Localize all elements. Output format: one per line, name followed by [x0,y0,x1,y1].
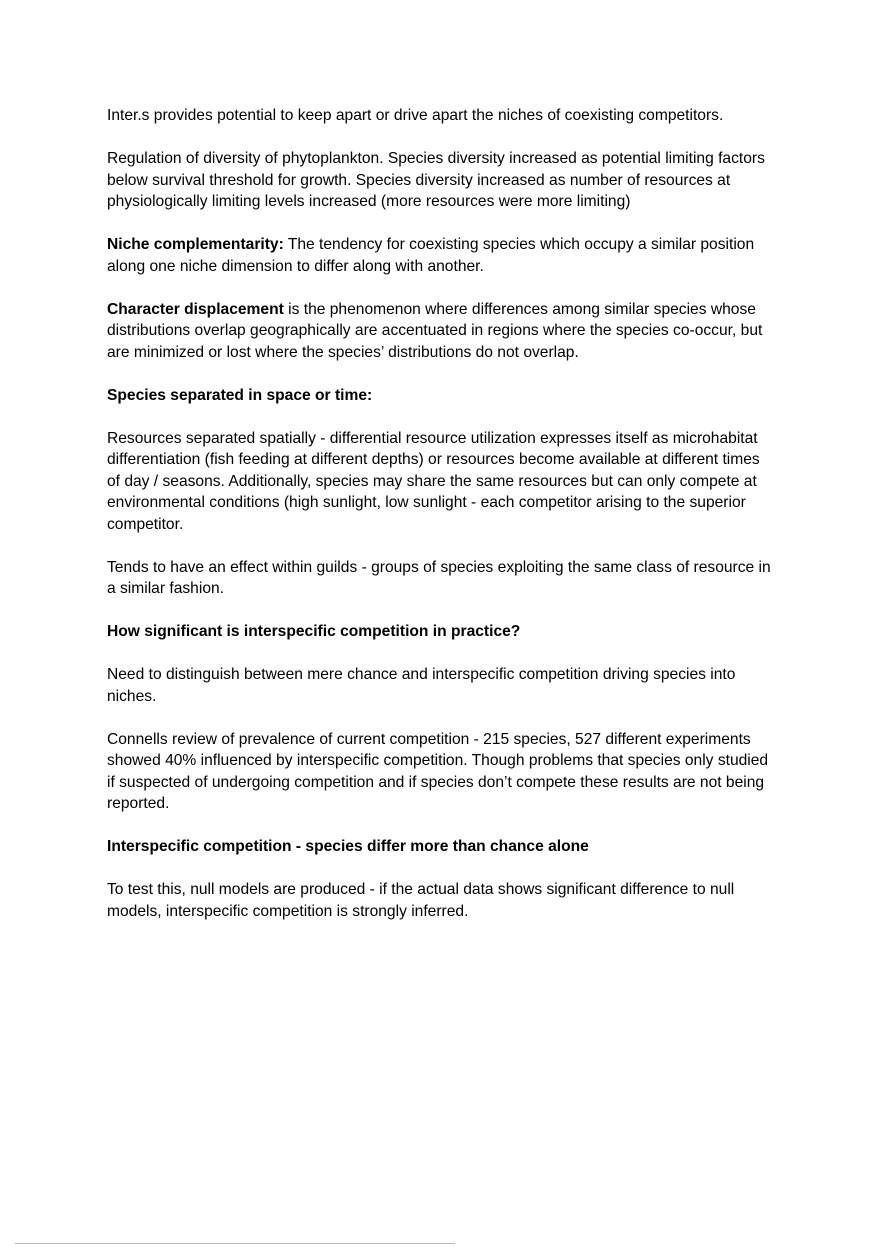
document-body [107,105,777,944]
term-niche-complementarity: Niche complementarity: [107,236,284,253]
heading-differ-more-than-chance: Interspecific competition - species differ more than chance alone [107,838,589,855]
paragraph-niche-complementarity [107,234,777,277]
footer-divider [15,1243,455,1244]
heading-space-or-time: Species separated in space or time: [107,386,373,404]
paragraph-connells-review: Connells review of prevalence of current competition - 215 species, 527 different experiments showed 40% influenced by interspecific competition. Though problems that species only studied if suspected of undergoing competition and if species don’t compete these results are not being reported. [107,730,769,812]
paragraph-resources-separated: Resources separated spatially - differential resource utilization expresses itself as microhabitat differentiation (fish feeding at different depths) or resources become available at different times of day / seasons. Additionally, species may share the same resources but can only compete at environmental conditions (high sunlight, low sunlight - each competitor arising to the superior competitor. [107,429,760,533]
paragraph-phytoplankton-diversity: Regulation of diversity of phytoplankton. Species diversity increased as potential limiting factors below survival threshold for growth. Species diversity increased as number of resources at physiologically limiting levels increased (more resources were more limiting) [107,150,765,210]
heading-significance: How significant is interspecific competition in practice? [107,623,521,640]
paragraph-character-displacement [107,299,777,364]
term-character-displacement: Character displacement [107,300,284,318]
paragraph-null-models: To test this, null models are produced - if the actual data shows significant difference to null models, interspecific competition is strongly inferred. [107,881,735,920]
definition-character-displacement: is the phenomenon where differences among similar species whose distributions overlap geographically are accentuated in regions where the species co-occur, but are minimized or lost where the species’ distributions do not overlap. [107,300,763,361]
paragraph-inter-s: Inter.s provides potential to keep apart or drive apart the niches of coexisting competitors. [107,107,724,124]
definition-niche-complementarity: The tendency for coexisting species which occupy a similar position along one niche dimension to differ along with another. [107,236,755,275]
paragraph-mere-chance: Need to distinguish between mere chance and interspecific competition driving species into niches. [107,666,736,705]
paragraph-guilds: Tends to have an effect within guilds - groups of species exploiting the same class of resource in a similar fashion. [107,558,771,597]
